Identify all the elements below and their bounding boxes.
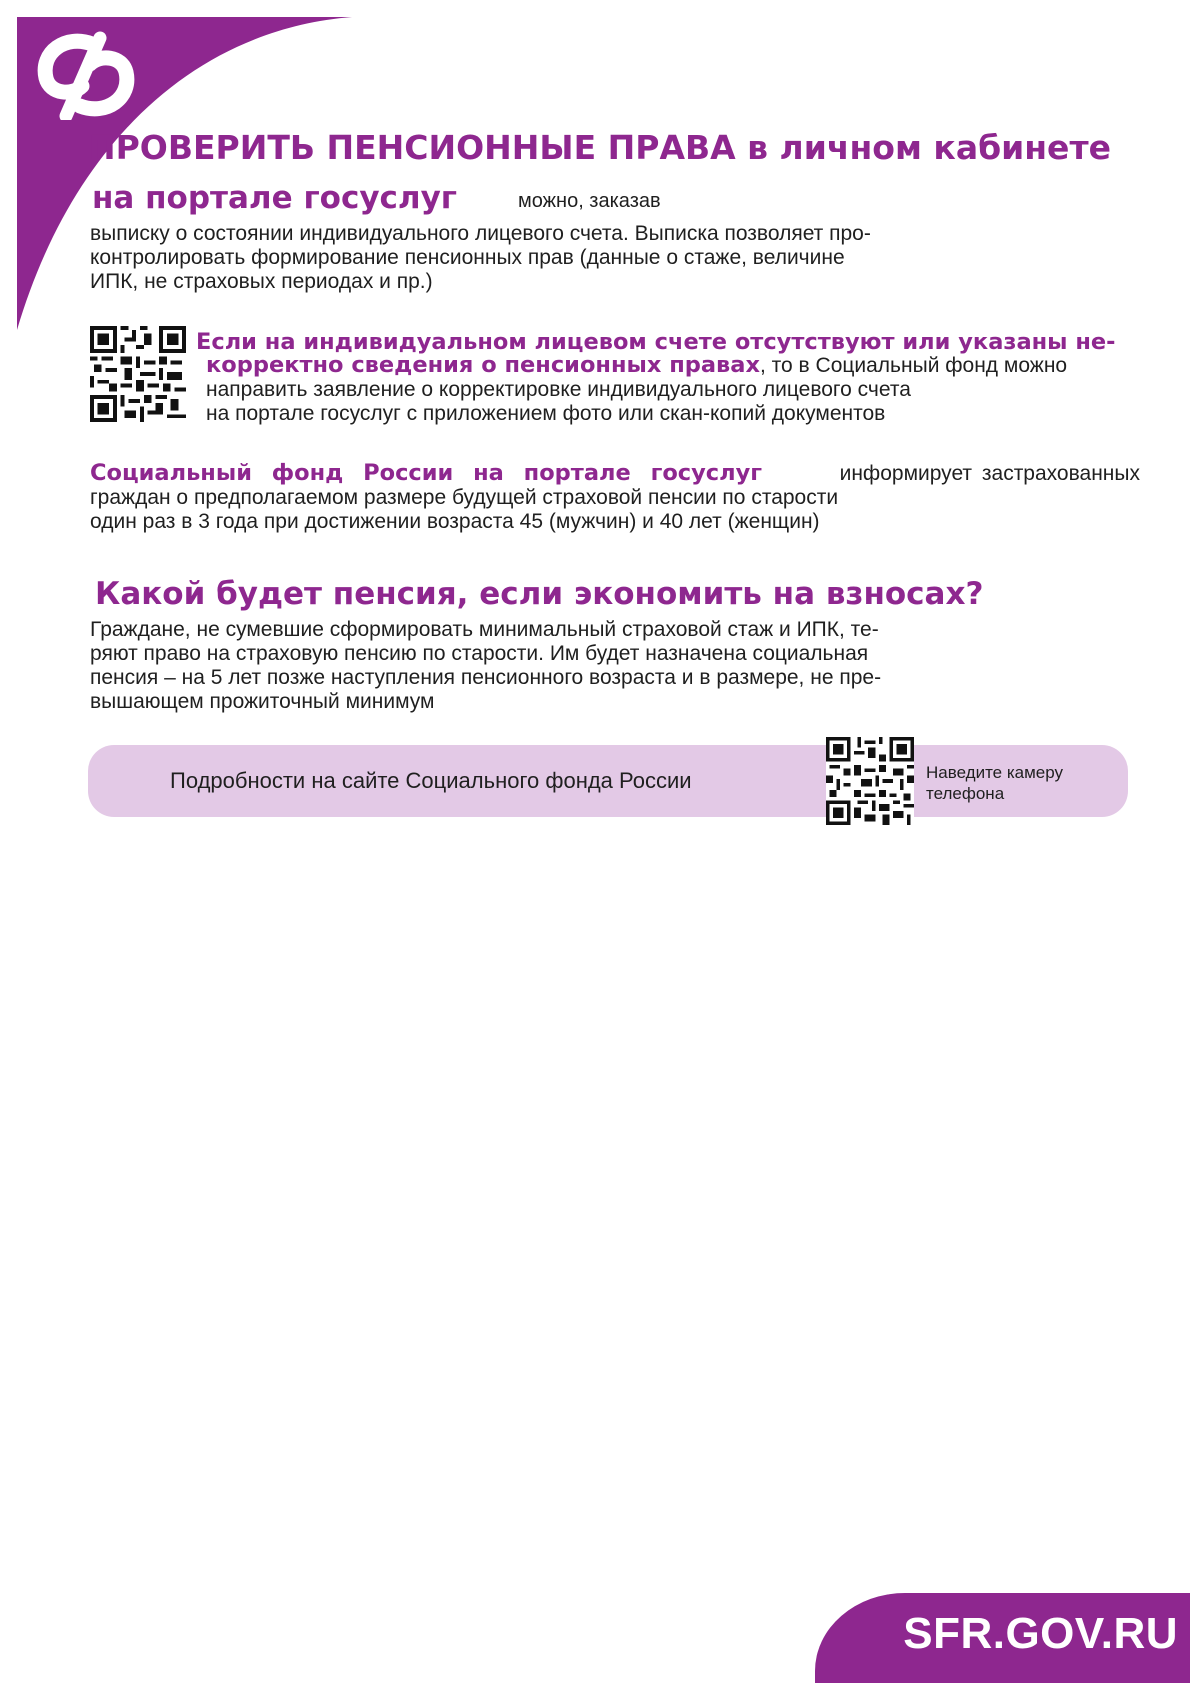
section4-heading: Какой будет пенсия, если экономить на взносах? [95,576,984,612]
section3-line3: один раз в 3 года при достижении возраста 45 (мужчин) и 40 лет (женщин) [90,510,820,533]
website-url[interactable]: SFR.GOV.RU [903,1609,1178,1658]
section3-line1 [90,460,1140,486]
heading-caps: ПРОВЕРИТЬ ПЕНСИОННЫЕ ПРАВА [88,128,736,167]
section2-line2 [206,353,1067,378]
section1-line1: выписку о состоянии индивидуального лицевого счета. Выписка позволяет про- [90,222,871,245]
section4-line3: пенсия – на 5 лет позже наступления пенсионного возраста и в размере, не пре- [90,666,882,689]
section4-line1: Граждане, не сумевшие сформировать минимальный страховой стаж и ИПК, те- [90,618,879,641]
section3-body [90,486,1004,534]
info-bar-text: Подробности на сайте Социального фонда России [170,768,692,793]
section4-body [90,618,1005,714]
section3-bold: Социальный фонд России на портале госуслуг [90,460,763,486]
section1-heading [88,128,1111,167]
section2-bold-line2: корректно сведения о пенсионных правах [206,352,760,378]
section1-line2: контролировать формирование пенсионных прав (данные о стаже, величине [90,246,845,269]
section1-heading-line2: на портале госуслуг [92,180,458,216]
section4-line2: ряют право на страховую пенсию по старости. Им будет назначена социальная [90,642,869,665]
section3-line2: граждан о предполагаемом размере будущей страховой пенсии по старости [90,486,839,509]
section1-body [90,222,1002,294]
heading-rest: в личном кабинете [735,128,1111,167]
sfr-logo-icon [36,30,136,120]
section2-line3: направить заявление о корректировке индивидуального лицевого счета [206,378,911,401]
qr-code-icon[interactable] [826,737,914,825]
info-bar-hint [926,762,1063,804]
info-bar [88,745,1128,817]
hint-line2: телефона [926,784,1005,803]
section2-bold-line1: Если на индивидуальном лицевом счете отсутствуют или указаны не- [196,329,1116,355]
section4-line4: вышающем прожиточный минимум [90,690,435,713]
website-badge[interactable] [815,1593,1190,1683]
section2-rest-line2: , то в Социальный фонд можно [759,354,1068,377]
section1-inline-text: можно, заказав [518,190,661,212]
qr-code-icon [90,326,186,422]
section2-line4: на портале госуслуг с приложением фото или скан-копий документов [206,402,886,425]
section1-line3: ИПК, не страховых периодах и пр.) [90,270,433,293]
section3-rest-line1: информирует застрахованных [839,462,1140,485]
hint-line1: Наведите камеру [926,763,1064,782]
